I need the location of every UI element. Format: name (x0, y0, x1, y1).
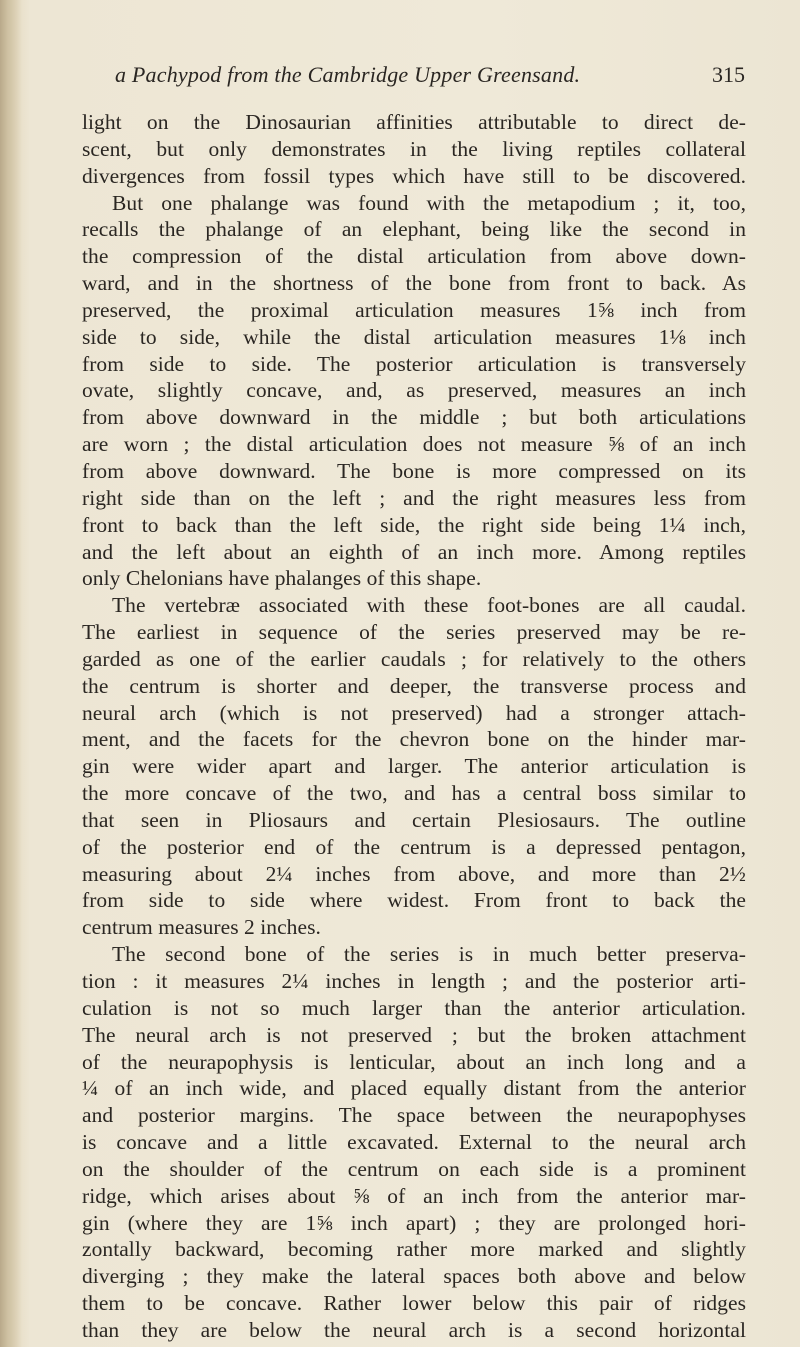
text-line: and the left about an eighth of an inch more. Among reptiles (82, 539, 746, 564)
body-text (82, 109, 746, 1344)
text-line: on the shoulder of the centrum on each side is a prominent (82, 1156, 746, 1181)
text-line: from side to side where widest. From front to back the (82, 888, 746, 913)
text-line: the more concave of the two, and has a central boss similar to (82, 781, 746, 806)
text-line: them to be concave. Rather lower below this pair of ridges (82, 1291, 746, 1316)
running-title: a Pachypod from the Cambridge Upper Greensand. (115, 62, 581, 87)
text-line: only Chelonians have phalanges of this shape. (82, 566, 482, 591)
text-line: ridge, which arises about ⅝ of an inch from the anterior mar- (82, 1183, 746, 1208)
text-line: tion : it measures 2¼ inches in length ; and the posterior arti- (82, 969, 746, 993)
text-line: divergences from fossil types which have still to be discovered. (82, 163, 746, 188)
text-line: the compression of the distal articulation from above down- (82, 244, 746, 269)
text-line: ¼ of an inch wide, and placed equally distant from the anterior (82, 1076, 746, 1101)
text-line: are worn ; the distal articulation does not measure ⅝ of an inch (82, 432, 746, 457)
text-line: The second bone of the series is in much better preserva- (112, 942, 746, 967)
spine-shadow (0, 0, 22, 1347)
page-number: 315 (712, 62, 745, 87)
text-line: that seen in Pliosaurs and certain Plesiosaurs. The outline (82, 807, 746, 832)
text-line: than they are below the neural arch is a second horizontal (82, 1317, 746, 1342)
text-line: centrum measures 2 inches. (82, 915, 321, 940)
running-head (115, 62, 745, 92)
text-line: ward, and in the shortness of the bone from front to back. As (82, 271, 746, 296)
text-line: from above downward. The bone is more compressed on its (82, 458, 746, 483)
text-line: preserved, the proximal articulation measures 1⅝ inch from (82, 297, 746, 322)
text-line: from above downward in the middle ; but both articulations (82, 405, 746, 430)
text-line: But one phalange was found with the metapodium ; it, too, (112, 190, 746, 215)
text-line: zontally backward, becoming rather more marked and slightly (82, 1237, 746, 1262)
text-line: gin (where they are 1⅝ inch apart) ; they are prolonged hori- (82, 1210, 746, 1235)
text-line: the centrum is shorter and deeper, the transverse process and (82, 673, 746, 698)
text-line: of the neurapophysis is lenticular, about an inch long and a (82, 1049, 746, 1074)
text-line: ovate, slightly concave, and, as preserved, measures an inch (82, 378, 746, 403)
text-line: and posterior margins. The space between the neurapophyses (82, 1103, 746, 1128)
text-line: from side to side. The posterior articulation is transversely (82, 351, 746, 376)
text-line: of the posterior end of the centrum is a depressed pentagon, (82, 834, 746, 859)
text-line: ment, and the facets for the chevron bone on the hinder mar- (82, 727, 746, 752)
text-line: side to side, while the distal articulation measures 1⅛ inch (82, 324, 746, 349)
text-line: The neural arch is not preserved ; but the broken attachment (82, 1022, 746, 1047)
text-line: The vertebræ associated with these foot-bones are all caudal. (112, 593, 746, 618)
text-line: light on the Dinosaurian affinities attributable to direct de- (82, 110, 746, 134)
text-line: recalls the phalange of an elephant, being like the second in (82, 217, 746, 242)
text-line: measuring about 2¼ inches from above, and more than 2½ (82, 861, 746, 886)
text-line: culation is not so much larger than the anterior articulation. (82, 995, 746, 1020)
text-line: neural arch (which is not preserved) had a stronger attach- (82, 700, 746, 725)
text-line: right side than on the left ; and the right measures less from (82, 485, 746, 510)
text-line: diverging ; they make the lateral spaces both above and below (82, 1264, 746, 1289)
text-line: is concave and a little excavated. External to the neural arch (82, 1130, 746, 1155)
text-line: front to back than the left side, the right side being 1¼ inch, (82, 512, 746, 537)
text-line: garded as one of the earlier caudals ; for relatively to the others (82, 646, 746, 671)
text-line: The earliest in sequence of the series preserved may be re- (82, 620, 746, 645)
text-line: scent, but only demonstrates in the living reptiles collateral (82, 136, 746, 161)
text-line: gin were wider apart and larger. The anterior articulation is (82, 754, 746, 779)
